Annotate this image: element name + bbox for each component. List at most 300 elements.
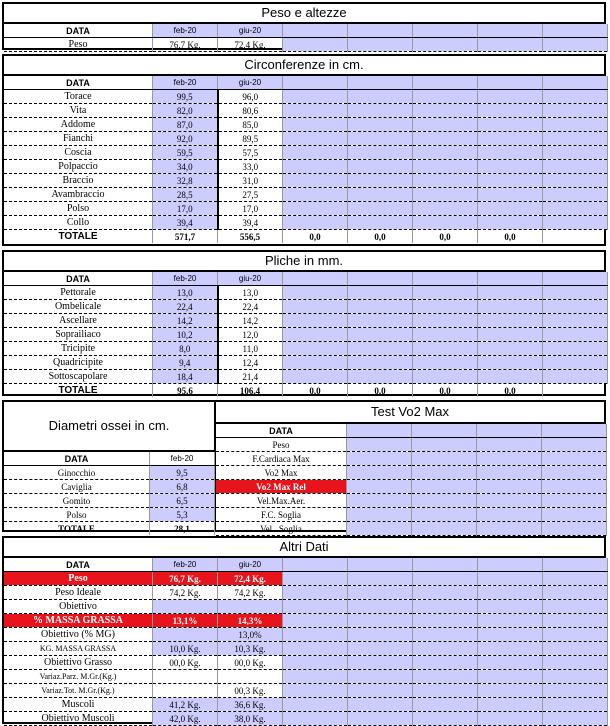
empty-cell[interactable] [283,300,348,314]
table-row [4,146,608,160]
empty-cell[interactable] [283,174,348,188]
cell-value[interactable]: 22,4 [153,300,218,314]
cell-value[interactable]: 39,4 [153,216,218,230]
cell-value[interactable]: 10,0 Kg. [153,642,218,656]
empty-cell[interactable] [413,146,478,160]
table-header-row [4,76,608,90]
empty-cell [543,272,608,286]
cell-value[interactable]: 18,4 [153,370,218,384]
empty-cell[interactable] [283,90,348,104]
empty-cell [347,424,412,438]
empty-cell[interactable] [283,600,348,614]
empty-cell[interactable] [347,452,412,466]
table-row [4,494,215,508]
cell-value[interactable]: 74,2 Kg. [218,586,283,600]
empty-cell[interactable] [543,586,608,600]
cell-value[interactable]: 21,4 [218,370,283,384]
row-label: Obiettivo Grasso [4,656,153,670]
empty-cell[interactable] [478,90,543,104]
empty-cell[interactable] [283,356,348,370]
empty-cell[interactable] [477,494,542,508]
empty-cell[interactable] [543,656,608,670]
empty-cell[interactable] [413,300,478,314]
cell-value[interactable]: 76,7 Kg. [153,38,218,52]
table-row [4,370,608,384]
cell-value[interactable]: 72,4 Kg. [218,572,283,586]
table-header-row [4,24,608,38]
empty-cell[interactable] [477,522,542,536]
empty-cell[interactable] [348,572,413,586]
total-row [4,230,608,244]
empty-cell[interactable] [348,328,413,342]
empty-cell[interactable] [283,216,348,230]
cell-value[interactable]: 11,0 [218,342,283,356]
row-label: Vita [4,104,153,118]
cell-value[interactable] [153,684,218,698]
cell-value[interactable] [218,670,283,684]
empty-cell[interactable] [477,438,542,452]
empty-cell[interactable] [478,656,543,670]
empty-cell[interactable] [543,684,608,698]
empty-cell[interactable] [283,104,348,118]
empty-cell[interactable] [347,508,412,522]
empty-cell[interactable] [283,670,348,684]
cell-value[interactable]: 22,4 [218,300,283,314]
empty-cell[interactable] [283,628,348,642]
cell-value[interactable]: 28,5 [153,188,218,202]
empty-cell[interactable] [413,188,478,202]
cell-value[interactable]: 33,0 [218,160,283,174]
header-date: giu-20 [218,24,283,38]
row-label: Torace [4,90,153,104]
empty-cell[interactable] [478,370,543,384]
row-label: Ombelicale [4,300,153,314]
empty-cell[interactable] [478,684,543,698]
empty-cell[interactable] [283,160,348,174]
header-date: feb-20 [153,24,218,38]
cell-value[interactable] [153,670,218,684]
total-value: 28,1 [150,522,215,536]
cell-value[interactable]: 92,0 [153,132,218,146]
empty-cell[interactable] [413,342,478,356]
cell-value[interactable]: 17,0 [153,202,218,216]
cell-value[interactable]: 72,4 Kg. [218,38,283,52]
empty-cell[interactable] [543,328,608,342]
table-peso [4,24,608,52]
empty-cell[interactable] [347,438,412,452]
empty-cell[interactable] [283,286,348,300]
empty-cell [413,38,478,52]
cell-value[interactable]: 32,8 [153,174,218,188]
panel-vo2 [216,402,604,534]
table-row [216,480,607,494]
empty-cell[interactable] [543,146,608,160]
empty-cell[interactable] [543,670,608,684]
empty-cell[interactable] [543,356,608,370]
cell-value[interactable]: 34,0 [153,160,218,174]
table-row [4,586,608,600]
empty-cell[interactable] [542,438,607,452]
empty-cell[interactable] [348,698,413,712]
cell-value[interactable]: 13,0 [218,286,283,300]
empty-cell[interactable] [478,698,543,712]
empty-cell[interactable] [478,132,543,146]
cell-value[interactable]: 14,3% [218,614,283,628]
empty-cell[interactable] [348,628,413,642]
row-label: F.Cardiaca Max [216,452,347,466]
table-row [4,614,608,628]
empty-cell[interactable] [283,342,348,356]
empty-cell[interactable] [283,656,348,670]
empty-cell[interactable] [478,118,543,132]
table-row [4,300,608,314]
empty-cell[interactable] [413,160,478,174]
empty-cell[interactable] [542,452,607,466]
total-row [4,522,215,536]
cell-value[interactable]: 13,0% [218,628,283,642]
empty-cell[interactable] [543,342,608,356]
empty-cell[interactable] [478,314,543,328]
empty-cell[interactable] [283,118,348,132]
empty-cell[interactable] [543,90,608,104]
total-row [4,384,608,398]
cell-value[interactable]: 5,3 [150,508,215,522]
empty-cell [348,558,413,572]
empty-cell[interactable] [283,202,348,216]
empty-cell[interactable] [478,286,543,300]
empty-cell[interactable] [543,600,608,614]
table-pliche [4,272,608,397]
cell-value[interactable]: 9,4 [153,356,218,370]
cell-value[interactable]: 85,0 [218,118,283,132]
cell-value[interactable]: 80,6 [218,104,283,118]
empty-cell [283,272,348,286]
empty-cell[interactable] [543,188,608,202]
empty-cell[interactable] [413,328,478,342]
table-row [4,698,608,712]
cell-value[interactable]: 87,0 [153,118,218,132]
empty-cell[interactable] [347,522,412,536]
empty-cell[interactable] [348,342,413,356]
empty-cell[interactable] [348,600,413,614]
empty-cell[interactable] [413,586,478,600]
empty-cell[interactable] [348,160,413,174]
empty-cell[interactable] [283,712,348,726]
cell-value[interactable]: 13,0 [153,286,218,300]
cell-value[interactable]: 31,0 [218,174,283,188]
empty-cell[interactable] [283,328,348,342]
empty-cell[interactable] [348,216,413,230]
empty-cell[interactable] [347,494,412,508]
empty-cell[interactable] [543,614,608,628]
empty-cell[interactable] [348,118,413,132]
empty-cell [348,272,413,286]
empty-cell[interactable] [543,628,608,642]
empty-cell[interactable] [413,712,478,726]
row-label: Vo2 Max Rel [216,480,347,494]
cell-value[interactable]: 38,0 Kg. [218,712,283,726]
empty-cell[interactable] [543,104,608,118]
empty-cell[interactable] [478,712,543,726]
empty-cell[interactable] [413,90,478,104]
cell-value[interactable]: 12,0 [218,328,283,342]
empty-cell[interactable] [413,600,478,614]
empty-cell[interactable] [478,628,543,642]
cell-value[interactable]: 76,7 Kg. [153,572,218,586]
cell-value[interactable]: 14,2 [153,314,218,328]
empty-cell[interactable] [478,328,543,342]
empty-cell[interactable] [348,286,413,300]
table-row [4,328,608,342]
empty-cell[interactable] [283,642,348,656]
cell-value[interactable]: 59,5 [153,146,218,160]
section-title: Test Vo2 Max [216,402,604,424]
table-row [4,572,608,586]
empty-cell[interactable] [543,202,608,216]
empty-cell[interactable] [347,466,412,480]
empty-cell[interactable] [348,356,413,370]
empty-cell[interactable] [478,342,543,356]
cell-value[interactable]: 36,6 Kg. [218,698,283,712]
row-label: Fianchi [4,132,153,146]
empty-cell[interactable] [542,494,607,508]
empty-cell[interactable] [413,670,478,684]
empty-cell[interactable] [347,480,412,494]
empty-cell[interactable] [477,480,542,494]
empty-cell[interactable] [478,160,543,174]
empty-cell[interactable] [413,314,478,328]
cell-value[interactable]: 57,5 [218,146,283,160]
empty-cell[interactable] [478,356,543,370]
empty-cell [478,76,543,90]
empty-cell[interactable] [542,508,607,522]
empty-cell[interactable] [412,466,477,480]
cell-value[interactable]: 10,3 Kg. [218,642,283,656]
empty-cell [543,24,608,38]
cell-value[interactable]: 41,2 Kg. [153,698,218,712]
cell-value[interactable]: 27,5 [218,188,283,202]
empty-cell[interactable] [478,642,543,656]
section-altri-dati [2,536,606,724]
empty-cell[interactable] [283,132,348,146]
empty-cell[interactable] [412,522,477,536]
empty-cell[interactable] [348,174,413,188]
empty-cell[interactable] [413,202,478,216]
empty-cell[interactable] [348,188,413,202]
empty-cell[interactable] [543,698,608,712]
row-label: Avambraccio [4,188,153,202]
empty-cell[interactable] [543,286,608,300]
total-value: 571,7 [153,230,218,244]
cell-value[interactable]: 12,4 [218,356,283,370]
empty-cell[interactable] [348,132,413,146]
row-label: Caviglia [4,480,150,494]
row-label: Vel.Max.Aer. [216,494,347,508]
empty-cell[interactable] [543,118,608,132]
empty-cell [348,76,413,90]
empty-cell[interactable] [348,614,413,628]
empty-cell[interactable] [283,188,348,202]
empty-cell[interactable] [283,314,348,328]
empty-cell[interactable] [543,216,608,230]
empty-cell[interactable] [478,188,543,202]
empty-cell[interactable] [413,118,478,132]
empty-cell[interactable] [543,300,608,314]
table-row [4,466,215,480]
empty-cell[interactable] [283,684,348,698]
table-vo2 [216,424,607,536]
empty-cell[interactable] [412,452,477,466]
empty-cell[interactable] [543,572,608,586]
table-row [4,600,608,614]
empty-cell[interactable] [413,174,478,188]
empty-cell[interactable] [413,642,478,656]
empty-cell[interactable] [478,600,543,614]
table-row [4,104,608,118]
empty-cell[interactable] [348,712,413,726]
empty-cell[interactable] [478,202,543,216]
empty-cell[interactable] [348,146,413,160]
total-value: 0,0 [348,230,413,244]
empty-cell[interactable] [413,356,478,370]
empty-cell[interactable] [283,586,348,600]
empty-cell[interactable] [542,480,607,494]
empty-cell[interactable] [478,572,543,586]
total-value: 0,0 [413,384,478,398]
empty-cell[interactable] [348,370,413,384]
empty-cell[interactable] [348,656,413,670]
empty-cell[interactable] [412,508,477,522]
row-label: Obiettivo Muscoli [4,712,153,726]
empty-cell[interactable] [413,698,478,712]
empty-cell [543,558,608,572]
empty-cell [543,76,608,90]
cell-value[interactable] [218,600,283,614]
cell-value[interactable]: 14,2 [218,314,283,328]
cell-value[interactable]: 13,1% [153,614,218,628]
empty-cell[interactable] [477,508,542,522]
cell-value[interactable]: 96,0 [218,90,283,104]
row-label: KG. MASSA GRASSA [4,642,153,656]
empty-cell[interactable] [413,370,478,384]
empty-cell[interactable] [283,572,348,586]
empty-cell[interactable] [477,466,542,480]
empty-cell[interactable] [478,104,543,118]
empty-cell[interactable] [348,202,413,216]
total-value: 0,0 [283,230,348,244]
empty-cell[interactable] [283,698,348,712]
empty-cell[interactable] [413,684,478,698]
empty-cell[interactable] [348,642,413,656]
total-value: 106,4 [218,384,283,398]
empty-cell[interactable] [413,628,478,642]
cell-value[interactable]: 17,0 [218,202,283,216]
cell-value[interactable]: 00,0 Kg. [153,656,218,670]
empty-cell[interactable] [478,586,543,600]
empty-cell[interactable] [348,684,413,698]
empty-cell[interactable] [348,90,413,104]
total-value: 0,0 [348,384,413,398]
empty-cell[interactable] [283,370,348,384]
row-label: Peso [216,438,347,452]
table-row [4,628,608,642]
empty-cell[interactable] [478,670,543,684]
cell-value[interactable]: 6,8 [150,480,215,494]
cell-value[interactable]: 00,0 Kg. [218,656,283,670]
empty-cell[interactable] [413,656,478,670]
cell-value[interactable]: 74,2 Kg. [153,586,218,600]
empty-cell[interactable] [413,104,478,118]
empty-cell[interactable] [543,174,608,188]
header-date: feb-20 [153,76,218,90]
empty-cell[interactable] [348,300,413,314]
cell-value[interactable]: 82,0 [153,104,218,118]
cell-value[interactable]: 99,5 [153,90,218,104]
cell-value[interactable] [153,600,218,614]
cell-value[interactable]: 6,5 [150,494,215,508]
empty-cell[interactable] [478,614,543,628]
empty-cell[interactable] [283,146,348,160]
empty-cell[interactable] [542,466,607,480]
cell-value[interactable]: 89,5 [218,132,283,146]
empty-cell[interactable] [478,300,543,314]
cell-value[interactable]: 8,0 [153,342,218,356]
empty-cell[interactable] [478,216,543,230]
table-row [4,670,608,684]
empty-cell[interactable] [348,314,413,328]
empty-cell[interactable] [478,146,543,160]
empty-cell[interactable] [412,480,477,494]
row-label: Gomito [4,494,150,508]
empty-cell[interactable] [348,104,413,118]
cell-value[interactable]: 10,2 [153,328,218,342]
empty-cell[interactable] [412,438,477,452]
row-label: Vo2 Max [216,466,347,480]
table-header-row [4,272,608,286]
empty-cell[interactable] [543,160,608,174]
empty-cell[interactable] [543,642,608,656]
cell-value[interactable]: 42,0 Kg. [153,712,218,726]
empty-cell[interactable] [478,174,543,188]
cell-value[interactable] [153,628,218,642]
empty-cell[interactable] [283,614,348,628]
table-row [4,90,608,104]
table-row [4,202,608,216]
header-label: DATA [4,24,153,38]
empty-cell[interactable] [413,614,478,628]
empty-cell[interactable] [413,572,478,586]
empty-cell[interactable] [348,670,413,684]
empty-cell [413,558,478,572]
empty-cell[interactable] [542,522,607,536]
cell-value[interactable]: 39,4 [218,216,283,230]
empty-cell[interactable] [413,216,478,230]
empty-cell[interactable] [543,370,608,384]
empty-cell [283,76,348,90]
empty-cell[interactable] [477,452,542,466]
empty-cell[interactable] [412,494,477,508]
table-header-row [4,558,608,572]
empty-cell[interactable] [413,132,478,146]
row-label: Braccio [4,174,153,188]
cell-value[interactable]: 9,5 [150,466,215,480]
empty-cell[interactable] [543,314,608,328]
empty-cell[interactable] [413,286,478,300]
empty-cell[interactable] [543,132,608,146]
cell-value[interactable]: 00,3 Kg. [218,684,283,698]
empty-cell[interactable] [543,712,608,726]
empty-cell[interactable] [348,586,413,600]
